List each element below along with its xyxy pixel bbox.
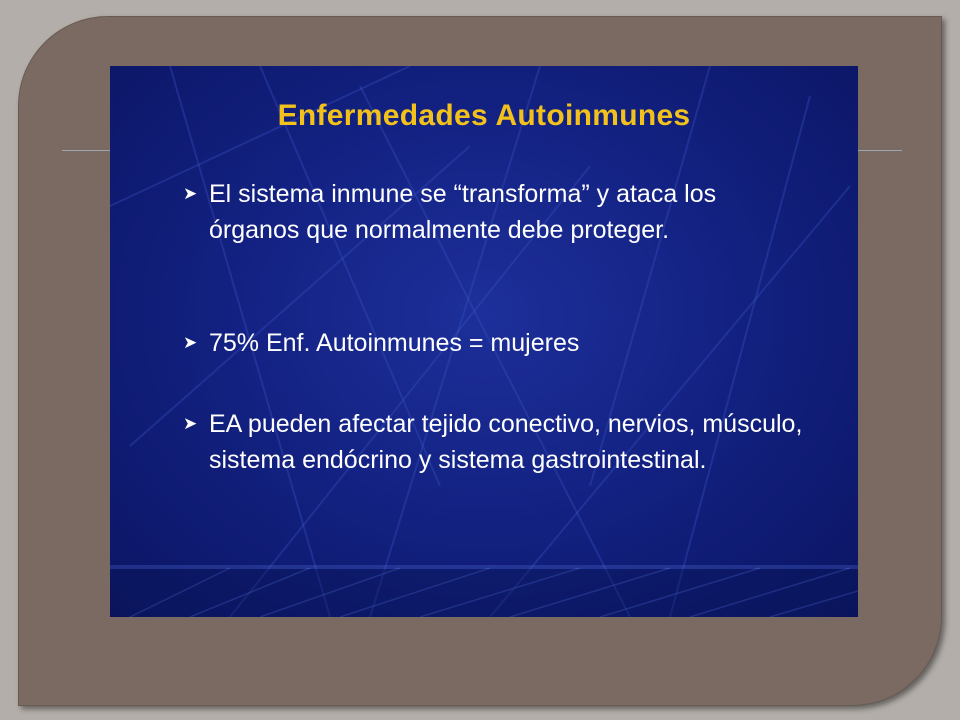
slide-image — [110, 66, 858, 617]
divider-line-left — [62, 150, 112, 151]
bullet-text: 75% Enf. Autoinmunes = mujeres — [209, 329, 580, 357]
bullet-item — [183, 176, 809, 248]
arrow-bullet-icon: ➤ — [183, 184, 198, 203]
bullet-text: EA pueden afectar tejido conectivo, nervios, músculo, sistema endócrino y sistema gastrointestinal. — [209, 410, 803, 474]
divider-line-right — [857, 150, 902, 151]
arrow-bullet-icon: ➤ — [183, 414, 198, 433]
arrow-bullet-icon: ➤ — [183, 333, 198, 352]
bullet-item — [183, 406, 809, 478]
bullet-text: El sistema inmune se “transforma” y ataca los órganos que normalmente debe proteger. — [209, 180, 717, 244]
bullet-item — [183, 325, 809, 361]
slide-title: Enfermedades Autoinmunes — [277, 99, 691, 132]
